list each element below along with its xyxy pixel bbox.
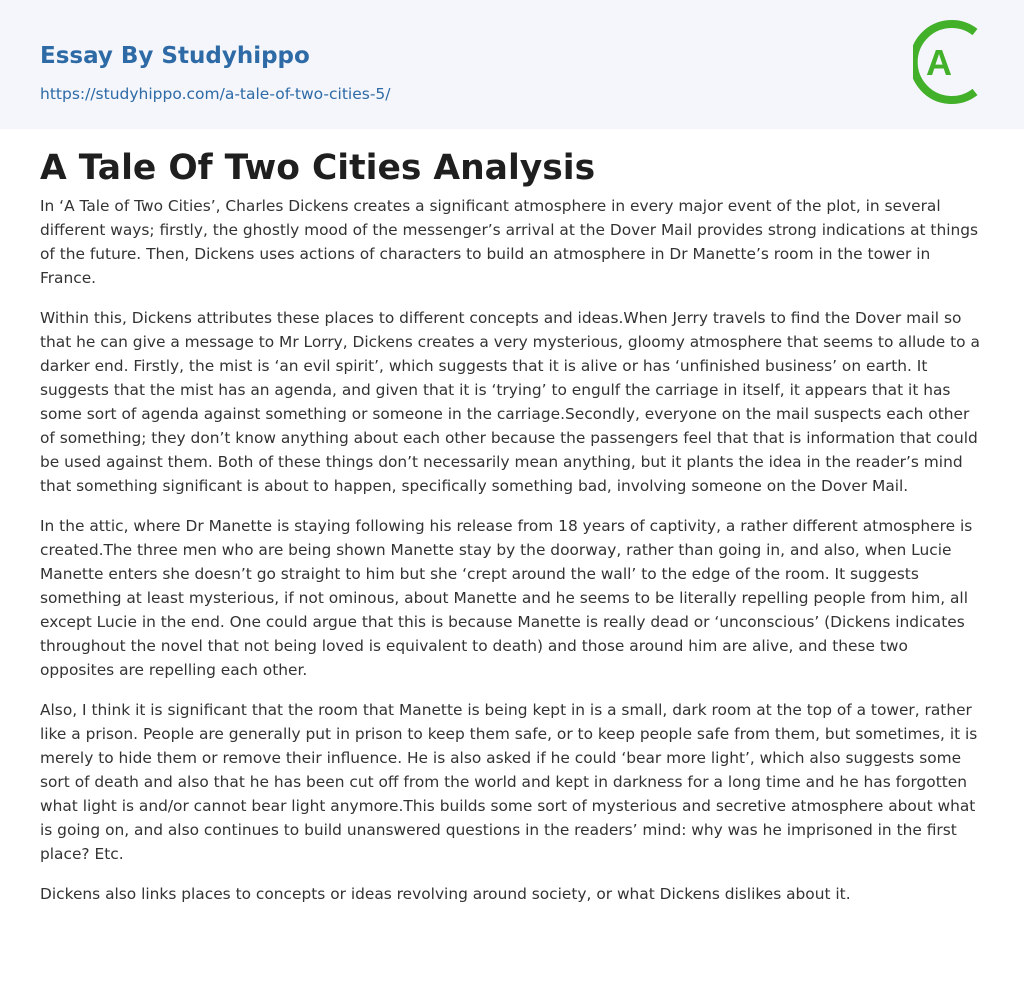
logo-letter: A [926, 42, 952, 83]
essay-paragraph: Dickens also links places to concepts or ideas revolving around society, or what Dickens dislikes about it. [40, 885, 851, 903]
source-url-link[interactable]: https://studyhippo.com/a-tale-of-two-cities-5/ [40, 85, 391, 103]
studyhippo-logo-icon[interactable] [913, 19, 985, 105]
essay-paragraph: In ‘A Tale of Two Cities’, Charles Dickens creates a significant atmosphere in every major event of the plot, in several different ways; firstly, the ghostly mood of the messenger’s arrival at the Dover Mail provides strong indications at things of the future. Then, Dickens uses actions of characters to build an atmosphere in Dr Manette’s room in the tower in France. [40, 197, 979, 287]
essay-body [40, 194, 986, 922]
essay-paragraph: In the attic, where Dr Manette is staying following his release from 18 years of captivity, a rather different atmosphere is created.The three men who are being shown Manette stay by the doorway, rather than going in, and also, when Lucie Manette enters she doesn’t go straight to him but she ‘crept around the wall’ to the edge of the room. It suggests something at least mysterious, if not ominous, about Manette and he seems to be literally repelling people from him, all except Lucie in the end. One could argue that this is because Manette is really dead or ‘unconscious’ (Dickens indicates throughout the novel that not being loved is equivalent to death) and those around him are alive, and these two opposites are repelling each other. [40, 517, 973, 679]
brand-title: Essay By Studyhippo [40, 43, 310, 69]
essay-paragraph: Within this, Dickens attributes these places to different concepts and ideas.When Jerry travels to find the Dover mail so that he can give a message to Mr Lorry, Dickens creates a very mysterious, gloomy atmosphere that seems to allude to a darker end. Firstly, the mist is ‘an evil spirit’, which suggests that it is alive or has ‘unfinished business’ on earth. It suggests that the mist has an agenda, and given that it is ‘trying’ to engulf the carriage in itself, it appears that it has some sort of agenda against something or someone in the carriage.Secondly, everyone on the mail suspects each other of something; they don’t know anything about each other because the passengers feel that that is information that could be used against them. Both of these things don’t necessarily mean anything, but it plants the idea in the reader’s mind that something significant is about to happen, specifically something bad, involving someone on the Dover Mail. [40, 309, 980, 495]
essay-paragraph: Also, I think it is significant that the room that Manette is being kept in is a small, dark room at the top of a tower, rather like a prison. People are generally put in prison to keep them safe, or to keep people safe from them, but sometimes, it is merely to hide them or remove their influence. He is also asked if he could ‘bear more light’, which also suggests some sort of death and also that he has been cut off from the world and kept in darkness for a long time and he has forgotten what light is and/or cannot bear light anymore.This builds some sort of mysterious and secretive atmosphere about what is going on, and also continues to build unanswered questions in the readers’ mind: why was he imprisoned in the first place? Etc. [40, 701, 978, 863]
essay-title: A Tale Of Two Cities Analysis [40, 148, 596, 188]
